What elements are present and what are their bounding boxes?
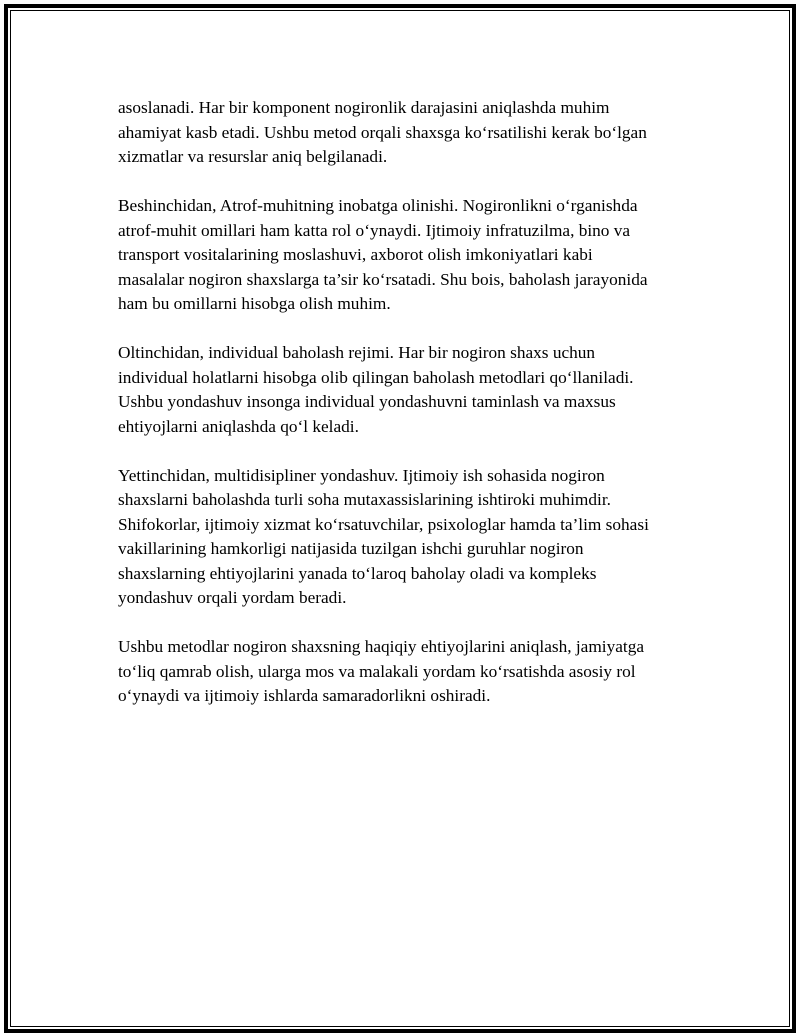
- paragraph-4: Yettinchidan, multidisipliner yondashuv. Ijtimoiy ish sohasida nogiron shaxslarni baholashda turli soha mutaxassislarining ishtiroki muhimdir. Shifokorlar, ijtimoiy xizmat ko‘rsatuvchilar, psixologlar hamda ta’lim sohasi vakillarining hamkorligi natijasida tuzilgan ishchi guruhlar nogiron shaxslarning ehtiyojlarini yanada to‘laroq baholay oladi va kompleks yondashuv orqali yordam beradi.: [118, 465, 649, 607]
- paragraph-2: Beshinchidan, Atrof-muhitning inobatga olinishi. Nogironlikni o‘rganishda atrof-muhit omillari ham katta rol o‘ynaydi. Ijtimoiy infratuzilma, bino va transport vositalarining moslashuvi, axborot olish imkoniyatlari kabi masalalar nogiron shaxslarga ta’sir ko‘rsatadi. Shu bois, baholash jarayonida ham bu omillarni hisobga olish muhim.: [118, 196, 648, 313]
- page-border-frame: [4, 4, 796, 1033]
- document-body: [118, 96, 708, 733]
- paragraph-3: Oltinchidan, individual baholash rejimi. Har bir nogiron shaxs uchun individual holatlarni hisobga olib qilingan baholash metodlari qo‘llaniladi. Ushbu yondashuv insonga individual yondashuvni taminlash va maxsus ehtiyojlarni aniqlashda qo‘l keladi.: [118, 343, 634, 436]
- paragraph-1: asoslanadi. Har bir komponent nogironlik darajasini aniqlashda muhim ahamiyat kasb etadi. Ushbu metod orqali shaxsga ko‘rsatilishi kerak bo‘lgan xizmatlar va resurslar aniq belgilanadi.: [118, 98, 647, 166]
- paragraph-5: Ushbu metodlar nogiron shaxsning haqiqiy ehtiyojlarini aniqlash, jamiyatga to‘liq qamrab olish, ularga mos va malakali yordam ko‘rsatishda asosiy rol o‘ynaydi va ijtimoiy ishlarda samaradorlikni oshiradi.: [118, 637, 645, 705]
